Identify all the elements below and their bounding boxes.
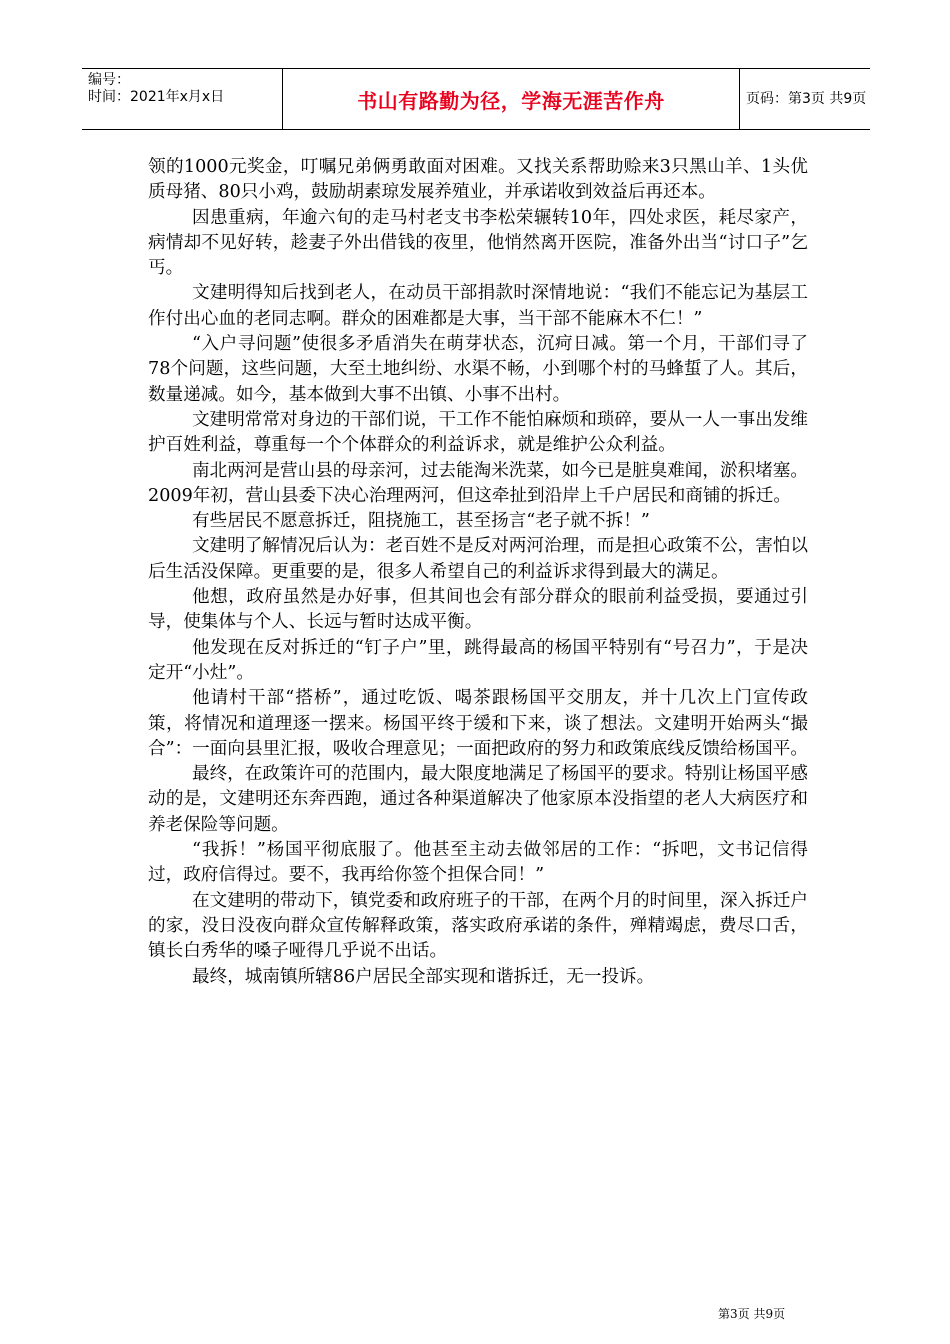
paragraph: 他想，政府虽然是办好事，但其间也会有部分群众的眼前利益受损，要通过引导，使集体与个人、长远与暂时达成平衡。 <box>148 587 808 633</box>
page-footer: 第3页 共9页 <box>718 1307 786 1321</box>
paragraph: 有些居民不愿意拆迁，阻挠施工，甚至扬言“老子就不拆！” <box>192 511 650 532</box>
paragraph: 文建明得知后找到老人，在动员干部捐款时深情地说：“我们不能忘记为基层工作付出心血的老同志啊。群众的困难都是大事，当干部不能麻木不仁！” <box>148 283 808 329</box>
header-meta <box>88 72 278 106</box>
paragraph: 最终，在政策许可的范围内，最大限度地满足了杨国平的要求。特别让杨国平感动的是，文建明还东奔西跑，通过各种渠道解决了他家原本没指望的老人大病医疗和养老保险等问题。 <box>148 764 808 835</box>
paragraph: 他发现在反对拆迁的“钉子户”里，跳得最高的杨国平特别有“号召力”，于是决定开“小灶”。 <box>148 637 808 683</box>
header-page-number: 页码：第3页 共9页 <box>746 91 867 107</box>
paragraph: 文建明常常对身边的干部们说，干工作不能怕麻烦和琐碎，要从一人一事出发维护百姓利益，尊重每一个个体群众的利益诉求，就是维护公众利益。 <box>148 409 808 456</box>
paragraph: 领的1000元奖金，叮嘱兄弟俩勇敢面对困难。又找关系帮助赊来3只黑山羊、1头优质母猪、80只小鸡，鼓励胡素琼发展养殖业，并承诺收到效益后再还本。 <box>148 157 808 203</box>
paragraph: 最终，城南镇所辖86户居民全部实现和谐拆迁，无一投诉。 <box>192 966 655 987</box>
page-header <box>82 68 870 130</box>
time-label: 时间：2021年x月x日 <box>88 89 225 105</box>
paragraph: “我拆！”杨国平彻底服了。他甚至主动去做邻居的工作：“拆吧，文书记信得过，政府信得过。要不，我再给你签个担保合同！” <box>148 840 808 886</box>
paragraph: 因患重病，年逾六旬的走马村老支书李松荣辗转10年，四处求医，耗尽家产，病情却不见好转，趁妻子外出借钱的夜里，他悄然离开医院，准备外出当“讨口子”乞丐。 <box>148 207 808 279</box>
paragraph: 文建明了解情况后认为：老百姓不是反对两河治理，而是担心政策不公，害怕以后生活没保障。更重要的是，很多人希望自己的利益诉求得到最大的满足。 <box>148 536 808 582</box>
paragraph: 他请村干部“搭桥”，通过吃饭、喝茶跟杨国平交朋友，并十几次上门宣传政策，将情况和道理逐一摆来。杨国平终于缓和下来，谈了想法。文建明开始两头“撮合”：一面向县里汇报，吸收合理意见；一面把政府的努力和政策底线反馈给杨国平。 <box>148 688 808 759</box>
number-label: 编号： <box>88 72 130 88</box>
paragraph: 南北两河是营山县的母亲河，过去能淘米洗菜，如今已是脏臭难闻，淤积堵塞。2009年初，营山县委下决心治理两河，但这牵扯到沿岸上千户居民和商铺的拆迁。 <box>148 460 808 506</box>
header-motto: 书山有路勤为径，学海无涯苦作舟 <box>282 69 740 129</box>
article-body <box>148 155 808 990</box>
paragraph: “入户寻问题”使很多矛盾消失在萌芽状态，沉疴日减。第一个月，干部们寻了78个问题，这些问题，大至土地纠纷、水渠不畅，小到哪个村的马蜂蜇了人。其后，数量递减。如今，基本做到大事不出镇、小事不出村。 <box>148 334 808 405</box>
paragraph: 在文建明的带动下，镇党委和政府班子的干部，在两个月的时间里，深入拆迁户的家，没日没夜向群众宣传解释政策，落实政府承诺的条件，殚精竭虑，费尽口舌，镇长白秀华的嗓子哑得几乎说不出话。 <box>148 890 808 962</box>
